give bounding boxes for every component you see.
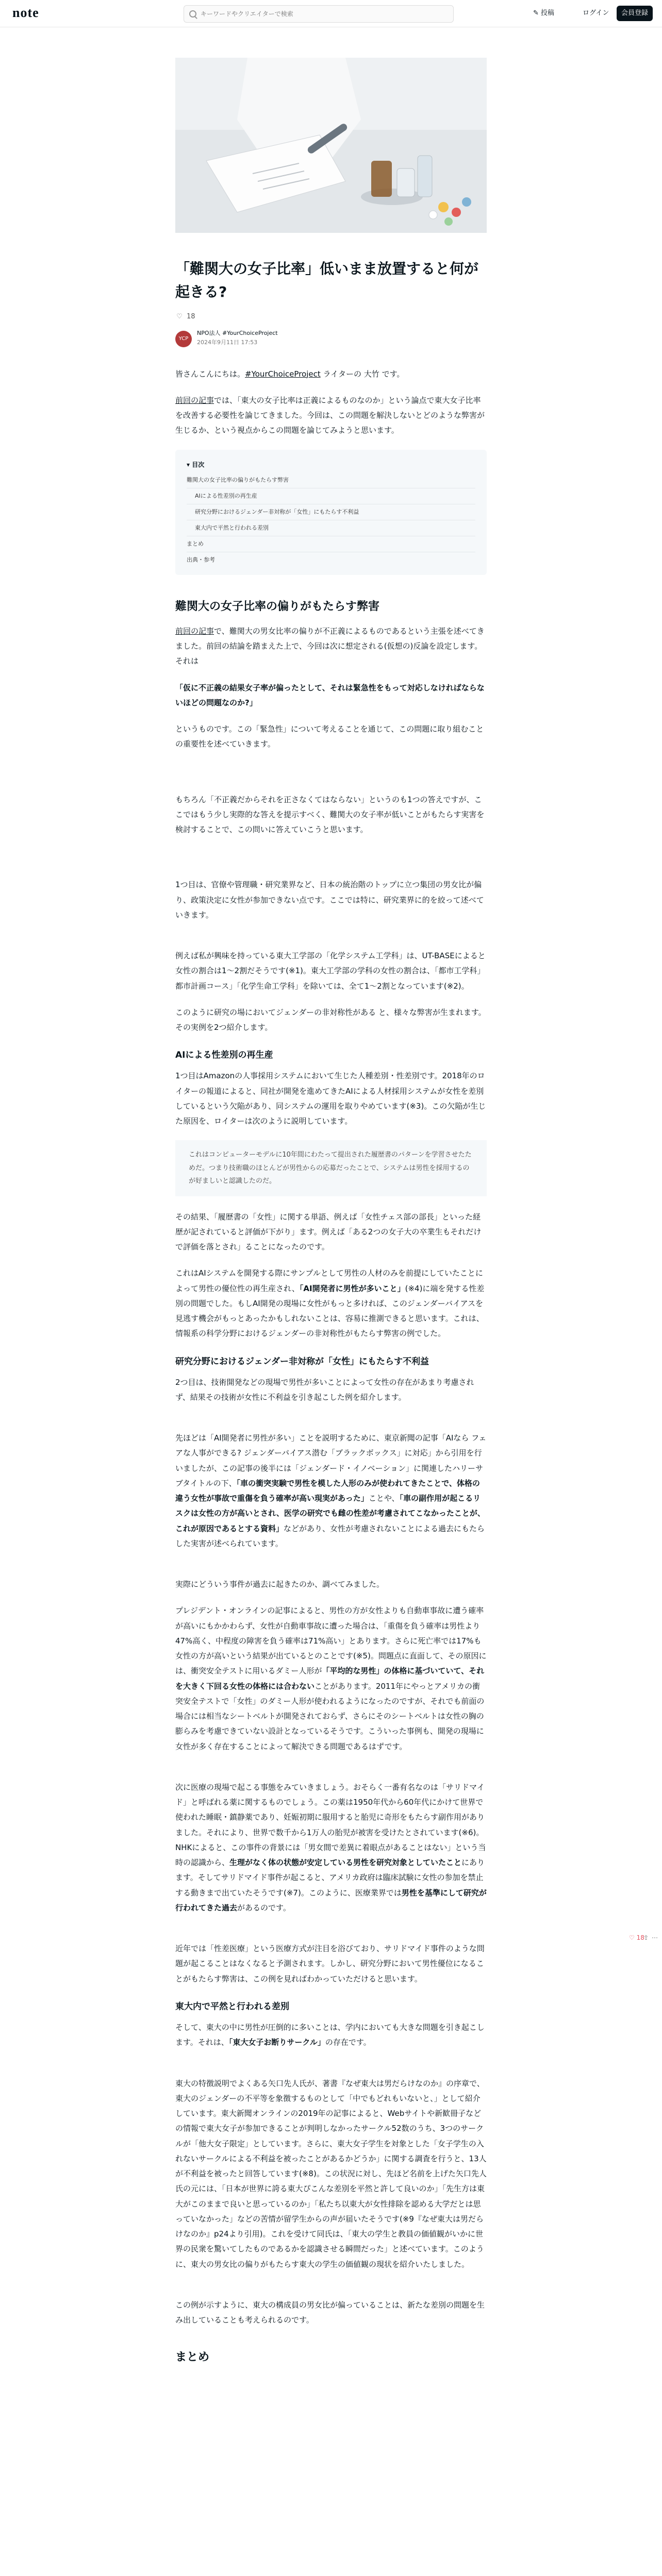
text: などがあり、女性が考慮されないことによる過去にもたらした実害が述べられています。: [175, 1523, 485, 1548]
spacer: [175, 1416, 487, 1431]
bold-text: 生理がなく体の状態が安定している男性を研究対象としていたこと: [229, 1858, 462, 1868]
intro-text: ライターの 大竹 です。: [320, 369, 405, 379]
bold-text: 「平均的な男性」の体格に基づいていて、それを大きく下回る女性の体格には合わない: [175, 1666, 485, 1691]
bold-text: 「東大女子お断りサークル」: [228, 2038, 325, 2047]
table-of-contents: [175, 450, 487, 575]
text: (※4)に端を発する性差別の問題でした。もしAI開発の現場に女性がもっと多ければ、このジェンダーバイアスを見逃す機会がもっとあったかもしれないことは、容易に推測できると思います。これは、情報系の科学分野におけるジェンダーの非対称性がもたらす弊害の例でした。: [175, 1283, 485, 1338]
intro-paragraph-1: [175, 367, 487, 382]
paragraph: [175, 2020, 487, 2050]
paragraph: 近年では「性差医療」という医療方式が注目を浴びており、サリドマイド事件のような問題が起こることはなくなると予測されます。しかし、研究分野において男性優位になることがもたらす弊害は、この例を見ればわかっていただけると思います。: [175, 1944, 485, 1984]
floating-like-button[interactable]: ♡ 18: [629, 1934, 644, 1941]
text: ことがあります。2011年にやっとアメリカの衝突安全テストで「女性」のダミー人形が使われるようになったのですが、それでも前面の場合には相当なシートベルトが開発されておらず、さらにそのシートベルトは女性の胸の膨らみを考慮できていない設計となっているそうです。こういった事例も、開発の現場に女性が多く存在することによって解決できる問題であるはずです。: [175, 1681, 485, 1751]
paragraph: もちろん「不正義だからそれを正さなくてはならない」というのも1つの答えですが、ここではもう少し実際的な答えを提示すべく、難関大の女子率が低いことがもたらす実害を検討することで、この問いに答えていこうと思います。: [175, 794, 485, 835]
post-label: 投稿: [541, 9, 555, 17]
paragraph: このように研究の場においてジェンダーの非対称性がある と、様々な弊害が生まれます。その実例を2つ紹介します。: [175, 1007, 486, 1032]
hero-image: [175, 58, 487, 233]
search-icon: [189, 10, 196, 18]
text: 次に医療の現場で起こる事態をみていきましょう。おそらく一番有名なのは「サリドマイド」と呼ばれる薬に関するものでしょう。この薬は1950年代から60年代にかけて世界で使われた睡眠・鎮静薬であり、妊娠初期に服用すると胎児に奇形をもたらす副作用がありました。それにより、世界で数千から1万人の胎児が被害を受けたとされています(※6)。NHKによると、この事件の背景には「男女間で差異に着眼点があることはない」という当時の認識から、: [175, 1782, 486, 1868]
spacer: [175, 1563, 487, 1577]
toc-title[interactable]: ▾ 目次: [187, 461, 205, 468]
text: そして、東大の中に男性が圧倒的に多いことは、学内においても大きな問題を引き起こします。それは、: [175, 2023, 485, 2047]
bold-text: 「車の衝突実験で男性を模した人形のみが使われてきたことで、体格の違う女性が事故で重傷を負う確率が高い現実があった」: [175, 1478, 480, 1503]
section-heading: 難関大の女子比率の偏りがもたらす弊害: [175, 600, 380, 613]
bold-text: 「AI開発者に男性が多いこと」: [299, 1283, 405, 1293]
bold-text: 「車の副作用が起こるリスクは女性の方が高いとされ、医学の研究でも雌の性差が考慮されてこなかったことが、これが原因であるとする資料」: [175, 1494, 485, 1533]
author-info[interactable]: [175, 329, 487, 351]
intro-text: 皆さんこんにちは。: [175, 369, 245, 379]
toc-title-label: 目次: [192, 461, 205, 468]
subsection-heading: AIによる性差別の再生産: [175, 1050, 273, 1061]
subsection-heading: 東大内で平然と行われる差別: [175, 2001, 289, 2012]
paragraph: この例が示すように、東大の構成員の男女比が偏っていることは、新たな差別の問題を生み出していることも考えられるのです。: [175, 2300, 485, 2325]
paragraph: というものです。この「緊急性」について考えることを通じて、この問題に取り組むことの重要性を述べていきます。: [175, 724, 484, 749]
post-button[interactable]: ✎ 投稿: [533, 9, 555, 17]
paragraph: [175, 1431, 487, 1551]
heart-icon[interactable]: ♡: [176, 312, 183, 320]
section-heading: まとめ: [175, 2351, 210, 2364]
text: 先ほどは「AI開発者に男性が多い」ことを説明するために、東京新聞の記事「AIなら フェアな人事ができる? ジェンダーバイアス潜む「ブラックボックス」に対応」から引用を行いましたが、この記事の後半には「ジェンダード・イノベーション」に関連したハリーサブタイトルの下、: [175, 1433, 487, 1488]
article-body: [175, 258, 487, 2375]
toc-item[interactable]: まとめ: [187, 536, 475, 552]
article-title: 「難関大の女子比率」低いまま放置すると何が起きる?: [175, 260, 479, 300]
floating-actions: [629, 1931, 660, 1944]
spacer: [175, 764, 487, 792]
toc-item[interactable]: 研究分野におけるジェンダー非対称が「女性」にもたらす不利益: [187, 504, 475, 520]
subsection-heading: 研究分野におけるジェンダー非対称が「女性」にもたらす不利益: [175, 1356, 429, 1367]
text: プレジデント・オンラインの記事によると、男性の方が女性よりも自動車事故に遭う確率が高いにもかかわらず、女性が自動車事故に遭った場合は、「重傷を負う確率は男性より47%高く、中程度の障害を負う確率は71%高い」とあります。さらに死亡率では17%も女性の方が高いという結果が出ているとのことです(※5)。問題点に直面して、その原因には、衝突安全テストに用いるダミー人形が: [175, 1606, 487, 1676]
toc-item[interactable]: 難関大の女子比率の偏りがもたらす弊害: [187, 472, 475, 488]
intro-paragraph-2: [175, 393, 487, 438]
like-row[interactable]: [175, 309, 487, 325]
paragraph: [175, 624, 487, 669]
text: の存在です。: [325, 2038, 371, 2047]
site-header: [0, 0, 662, 27]
blockquote: これはコンピューターモデルに10年間にわたって提出された履歴書のパターンを学習させたためだ。つまり技術職のほとんどが男性からの応募だったことで、システムは男性を採用するのが好ましいと認識したのだ。: [175, 1140, 487, 1196]
like-count: 18: [187, 312, 195, 320]
paragraph: 1つ目は、官僚や管理職・研究業界など、日本の統治階のトップに立つ集団の男女比が偏り、政策決定に女性が参加できない点です。ここでは特に、研究業界に的を絞って述べていきます。: [175, 880, 484, 920]
paragraph: 例えば私が興味を持っている東大工学部の「化学システム工学科」は、UT-BASEによると女性の割合は1〜2割だそうです(※1)。東大工学部の学科の女性の割合は、「都市工学科」都市計画コース」「化学生命工学科」を除いては、全て1〜2割となっています(※2)。: [175, 951, 486, 991]
spacer: [175, 1766, 487, 1780]
text: にあります。そしてサリドマイド事件が起こると、アメリカ政府は臨床試験に女性の参加を禁止する動きまで出ていたそうです(※7)。このように、医療業界では: [175, 1858, 485, 1897]
previous-article-link[interactable]: 前回の記事: [175, 626, 214, 636]
author-name[interactable]: NPO法人 #YourChoiceProject: [197, 329, 278, 336]
toc-item[interactable]: AIによる性差別の再生産: [187, 488, 475, 504]
text: これはAIシステムを開発する際にサンプルとして男性の人材のみを前提にしていたことによって男性の優位性の再生産され、: [175, 1268, 483, 1293]
paragraph: [175, 1603, 487, 1754]
paragraph: 2つ目は、技術開発などの現場で男性が多いことによって女性の存在があまり考慮されず、結果その技術が女性に不利益を引き起こした例を紹介します。: [175, 1377, 474, 1402]
text: で、難関大の男女比率の偏りが不正義によるものであるという主張を述べてきました。前回の結論を踏まえた上で、今回は次に想定される(仮想の)反論を設定します。それは: [175, 626, 485, 666]
toc-item[interactable]: 出典・参考: [187, 556, 215, 563]
spacer: [175, 849, 487, 877]
paragraph: 東大の特徴説明でよくある矢口先人氏が、著書『なぜ東大は男だらけなのか』の序章で、東大のジェンダーの不平等を象徴するものとして「中でもどれもいないと、」として紹介しています。東大新聞オンラインの2019年の記事によると、Webサイトや新歓冊子などの情報で東大女子が参加できることが判明しなかったサークル52数のうち、3つのサークルが「他大女子限定」としています。さらに、東大女子学生を対象とした「女子学生の入れないサークルによる不利益を被ったことがあるかどうか」に関する調査を行うと、13人が不利益を被ったと回答しています(※8)。この状況に対し、先ほど名前を上げた矢口先人氏の元には、「日本が世界に誇る東大ぴこんな差別を平然と許して良いのか」「先生方は東大がこのままで良いと思っているのか」「私たち以東大が女性排除を認める大学だとは思っていなかった」などの苦情が留学生からの声が届いたそうです(※9『なぜ東大は男だらけなのか』p24より引用)。これを受けて同氏は、「東大の学生と教員の価値観がいかに世界の民衆を驚いてしたものであるかを認識させる瞬間だった」と述べています。このように、東大の男女比の偏りがもたらす東大の学生の価値観の現状を紹介いたしました。: [175, 2078, 487, 2269]
spacer: [175, 2283, 487, 2298]
toc-item[interactable]: 東大内で平然と行われる差別: [187, 520, 475, 536]
bold-paragraph: 「仮に不正義の結果女子率が偏ったとして、それは緊急性をもって対応しなければならないほどの問題なのか?」: [175, 683, 485, 707]
publish-date: 2024年9月11日 17:53: [197, 338, 258, 346]
spacer: [175, 2062, 487, 2076]
spacer: [175, 934, 487, 948]
avatar[interactable]: YCP: [175, 331, 192, 347]
paragraph: [175, 1780, 487, 1916]
signup-button[interactable]: 会員登録: [617, 6, 653, 21]
text: があるのです。: [237, 1903, 291, 1912]
more-icon[interactable]: ⋯: [652, 1934, 658, 1941]
floating-like-count: 18: [636, 1934, 644, 1941]
login-button[interactable]: ログイン: [583, 9, 609, 17]
intro-text: では、「東大の女子比率は正義によるものなのか」という論点で東大女子比率を改善する必要性を論じてきました。今回は、この問題を解決しないとどのような弊害が生じるか、という視点からこの問題を論じてみようと思います。: [175, 395, 485, 435]
paragraph: 実際にどういう事件が過去に起きたのか、調べてみました。: [175, 1580, 385, 1589]
note-logo[interactable]: note: [12, 5, 39, 20]
previous-article-link[interactable]: 前回の記事: [175, 395, 214, 405]
project-link[interactable]: #YourChoiceProject: [245, 369, 321, 379]
search-input[interactable]: [200, 6, 449, 22]
paragraph: 1つ目はAmazonの人事採用システムにおいて生じた人種差別・性差別です。2018年のロイターの報道によると、同社が開発を進めてきたAIによる人材採用システムが女性を差別しているという欠陥があり、同システムの運用を取りやめています(※3)。この欠陥が生じた原因を、ロイターは次のように説明しています。: [175, 1071, 486, 1126]
search-box[interactable]: [184, 5, 454, 23]
paragraph: [175, 1266, 487, 1341]
spacer: [175, 1927, 487, 1941]
share-icon[interactable]: ⇪: [643, 1934, 649, 1941]
paragraph: その結果、「履歴書の「女性」に関する単語、例えば「女性チェス部の部長」といった経歴が記されていると評価が下がり」ます。例えば「ある2つの女子大の卒業生もそれだけで評価を落とされ」ることになったのです。: [175, 1212, 482, 1251]
bold-text: 男性を基準にして研究が行われてきた過去: [175, 1888, 487, 1912]
text: ことや、: [368, 1494, 400, 1503]
